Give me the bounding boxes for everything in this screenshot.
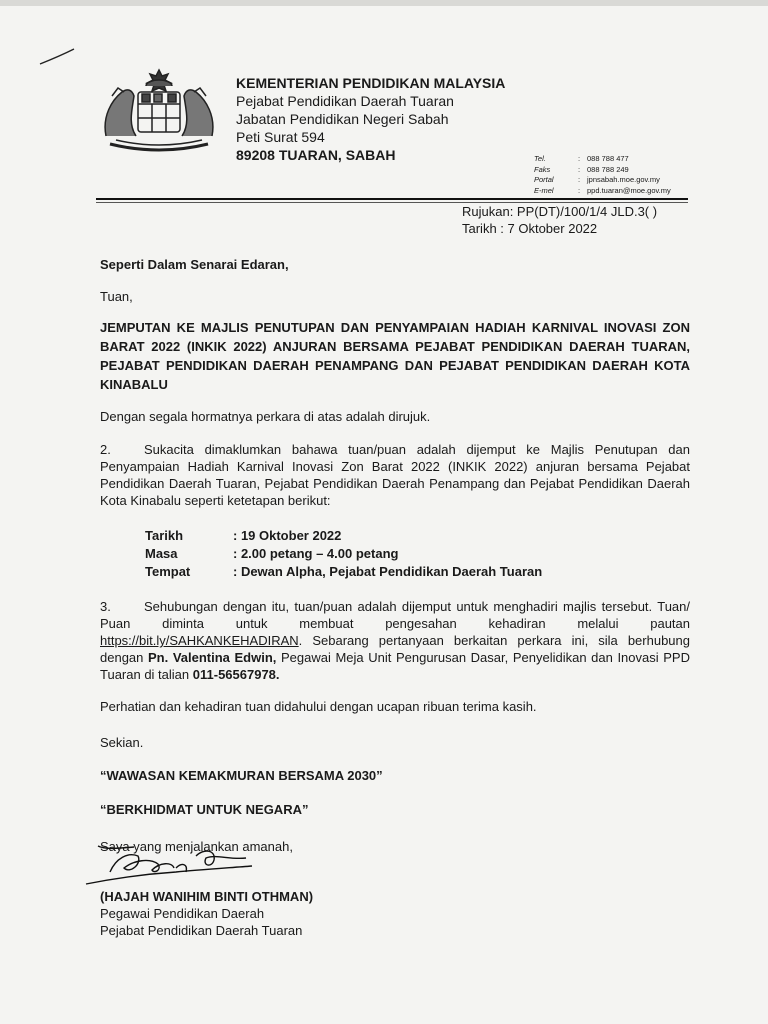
rsvp-link[interactable]: https://bit.ly/SAHKANKEHADIRAN <box>100 633 299 648</box>
ministry-name: KEMENTERIAN PENDIDIKAN MALAYSIA <box>236 75 506 91</box>
contact-separator: : <box>578 154 581 163</box>
contact-separator: : <box>578 185 581 195</box>
malaysia-coat-of-arms-icon <box>98 66 220 156</box>
reference-number: Rujukan: PP(DT)/100/1/4 JLD.3( ) <box>462 204 658 219</box>
paragraph-number: 2. <box>100 442 111 457</box>
contact-row-email <box>534 186 671 197</box>
motto-berkhidmat: “BERKHIDMAT UNTUK NEGARA” <box>100 802 309 817</box>
contact-person: Pn. Valentina Edwin, <box>148 650 277 665</box>
paragraph-2-text: Sukacita dimaklumkan bahawa tuan/puan adalah dijemput ke Majlis Penutupan dan Penyampaian Hadiah Karnival Inovasi Zon Barat 2022 (INKIK 2022) anjuran bersama Pejabat Pendidikan Daerah Tuaran, Pejabat Pendidikan Daerah Penampang dan Pejabat Pendidikan Daerah Kota Kinabalu seperti ketetapan berikut: <box>100 442 690 508</box>
paragraph-2 <box>100 441 690 509</box>
detail-row-date <box>145 527 542 545</box>
signer-name: (HAJAH WANIHIM BINTI OTHMAN) <box>100 889 314 904</box>
paragraph-3-text-b: . Sebarang pertanyaan berkaitan perkara ini, sila berhubung dengan <box>100 633 690 665</box>
contact-label: E-mel <box>534 185 554 195</box>
contact-row-tel <box>534 154 671 165</box>
detail-label: Tempat <box>145 564 191 579</box>
detail-value: : 19 Oktober 2022 <box>233 528 342 543</box>
opening-line: Dengan segala hormatnya perkara di atas adalah dirujuk. <box>100 409 431 424</box>
contact-value: ppd.tuaran@moe.gov.my <box>587 185 671 195</box>
contact-phone: 011-56567978. <box>192 667 280 682</box>
detail-row-time <box>145 545 542 563</box>
recipient: Seperti Dalam Senarai Edaran, <box>100 257 289 272</box>
scan-top-edge <box>0 0 768 6</box>
motto-wawasan: “WAWASAN KEMAKMURAN BERSAMA 2030” <box>100 768 383 783</box>
letter-date: Tarikh : 7 Oktober 2022 <box>462 221 598 236</box>
detail-value: : Dewan Alpha, Pejabat Pendidikan Daerah Tuaran <box>233 564 543 579</box>
detail-label: Tarikh <box>145 528 184 543</box>
contact-label: Faks <box>534 164 551 174</box>
contact-value: 088 788 249 <box>587 164 629 174</box>
pen-mark-icon <box>38 46 78 68</box>
reference-block <box>462 203 657 237</box>
event-details <box>145 527 542 581</box>
header-divider <box>96 198 688 200</box>
detail-row-venue <box>145 563 542 581</box>
detail-label: Masa <box>145 546 178 561</box>
contact-value: jpnsabah.moe.gov.my <box>587 175 660 184</box>
signer-title: Pegawai Pendidikan Daerah <box>100 906 265 921</box>
sign-off: Saya yang menjalankan amanah, <box>100 839 293 854</box>
paragraph-3-text-a: Sehubungan dengan itu, tuan/puan adalah dijemput untuk menghadiri majlis tersebut. Tuan/ Puan diminta untuk membuat pengesahan kehadiran melalui pautan <box>100 599 690 631</box>
contact-row-portal <box>534 175 671 186</box>
signer-office: Pejabat Pendidikan Daerah Tuaran <box>100 923 303 938</box>
contact-row-fax <box>534 165 671 176</box>
ministry-header <box>236 74 505 164</box>
paragraph-3-text-c: Pegawai Meja Unit Pengurusan Dasar, Penyelidikan dan Inovasi PPD Tuaran di talian <box>100 650 690 682</box>
office-name: Pejabat Pendidikan Daerah Tuaran <box>236 93 454 109</box>
contact-separator: : <box>578 164 581 174</box>
department-name: Jabatan Pendidikan Negeri Sabah <box>236 111 449 127</box>
po-box: Peti Surat 594 <box>236 129 325 145</box>
postcode-city: 89208 TUARAN, SABAH <box>236 147 396 163</box>
detail-value: : 2.00 petang – 4.00 petang <box>233 546 399 561</box>
contact-label: Portal <box>534 175 554 184</box>
letter-subject: JEMPUTAN KE MAJLIS PENUTUPAN DAN PENYAMPAIAN HADIAH KARNIVAL INOVASI ZON BARAT 2022 (INKIK 2022) ANJURAN BERSAMA PEJABAT PENDIDIKAN DAERAH TUARAN, PEJABAT PENDIDIKAN DAERAH PENAMPANG DAN PEJABAT PENDIDIKAN DAERAH KOTA KINABALU <box>100 320 690 392</box>
sekian: Sekian. <box>100 735 144 750</box>
salutation: Tuan, <box>100 289 133 304</box>
contact-block <box>534 154 671 196</box>
contact-label: Tel. <box>534 154 546 163</box>
contact-separator: : <box>578 175 581 184</box>
contact-value: 088 788 477 <box>587 154 629 163</box>
paragraph-3 <box>100 598 690 683</box>
closing-line: Perhatian dan kehadiran tuan didahului dengan ucapan ribuan terima kasih. <box>100 699 537 714</box>
paragraph-number: 3. <box>100 599 111 614</box>
